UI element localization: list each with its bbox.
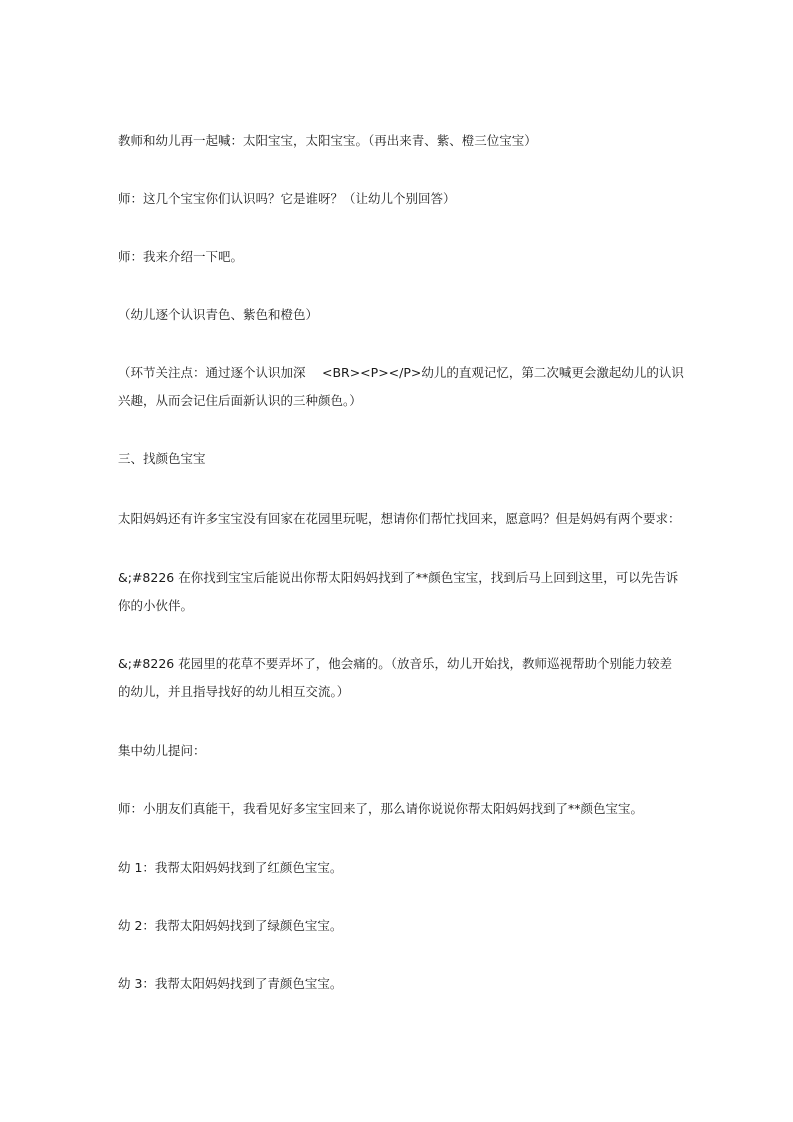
section-heading-find-colors: 三、找颜色宝宝 [118, 451, 206, 466]
paragraph-child-2: 幼 2：我帮太阳妈妈找到了绿颜色宝宝。 [118, 918, 343, 933]
paragraph-child-3: 幼 3：我帮太阳妈妈找到了青颜色宝宝。 [118, 976, 343, 991]
paragraph-children-learn-colors: （幼儿逐个认识青色、紫色和橙色） [118, 307, 319, 322]
paragraph-teacher-question: 师：这几个宝宝你们认识吗？它是谁呀？（让幼儿个别回答） [118, 191, 456, 206]
paragraph-teacher-introduce: 师：我来介绍一下吧。 [118, 249, 244, 264]
paragraph-requirement-1: &;#8226 在你找到宝宝后能说出你帮太阳妈妈找到了**颜色宝宝，找到后马上回到这里，可以先告诉你的小伙伴。 [118, 570, 679, 613]
paragraph-sun-mother-request: 太阳妈妈还有许多宝宝没有回家在花园里玩呢，想请你们帮忙找回来，愿意吗？但是妈妈有两个要求： [118, 511, 681, 526]
paragraph-call-sun-babies: 教师和幼儿再一起喊：太阳宝宝，太阳宝宝。（再出来青、紫、橙三位宝宝） [118, 133, 537, 148]
paragraph-focus-note: （环节关注点：通过逐个认识加深 <BR><P></P>幼儿的直观记忆，第二次喊更会激起幼儿的认识兴趣，从而会记住后面新认识的三种颜色。） [118, 365, 684, 408]
paragraph-gather-questions: 集中幼儿提问： [118, 743, 206, 758]
paragraph-requirement-2: &;#8226 花园里的花草不要弄坏了，他会痛的。（放音乐，幼儿开始找，教师巡视帮助个别能力较差的幼儿，并且指导找好的幼儿相互交流。） [118, 656, 672, 699]
paragraph-child-1: 幼 1：我帮太阳妈妈找到了红颜色宝宝。 [118, 860, 343, 875]
paragraph-teacher-praise: 师：小朋友们真能干，我看见好多宝宝回来了，那么请你说说你帮太阳妈妈找到了**颜色宝宝。 [118, 801, 644, 816]
